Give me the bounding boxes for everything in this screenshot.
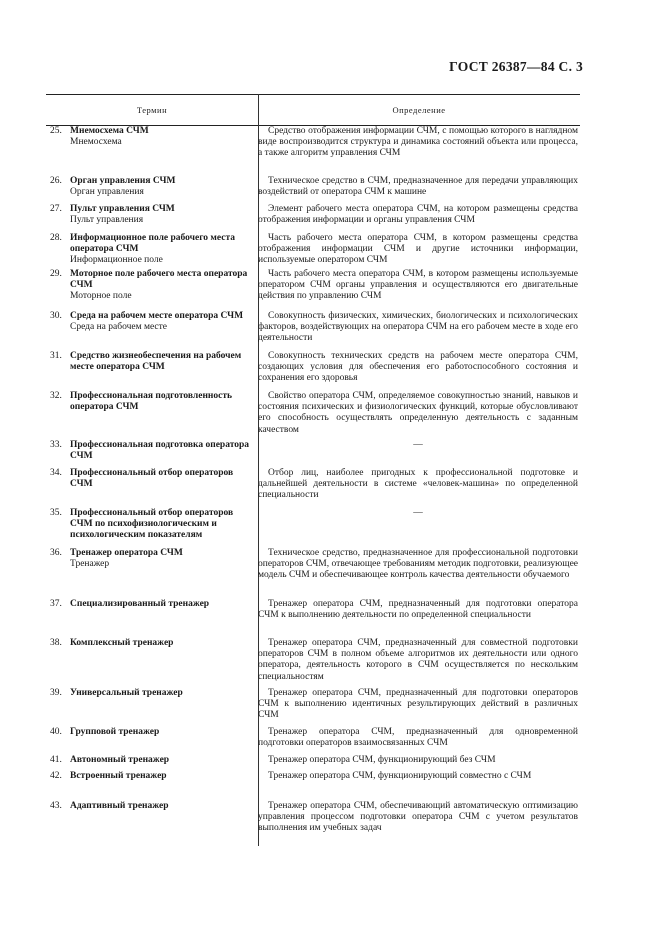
term-cell <box>70 688 252 699</box>
term-name: Адаптивный тренажер <box>70 801 169 811</box>
term-number: 30. <box>50 311 62 321</box>
term-number: 38. <box>50 638 62 648</box>
term-name: Профессиональный отбор операторов СЧМ <box>70 468 234 490</box>
term-short: Орган управления <box>70 187 144 198</box>
term-cell <box>70 508 252 542</box>
term-number: 40. <box>50 727 62 737</box>
term-cell <box>70 468 252 490</box>
term-short: Моторное поле <box>70 291 132 302</box>
term-name: Среда на рабочем месте оператора СЧМ <box>70 311 244 321</box>
term-short: Информационное поле <box>70 255 163 266</box>
term-name: Специализированный тренажер <box>70 599 210 609</box>
page-header-code: ГОСТ 26387—84 С. 3 <box>449 59 583 74</box>
term-short: Пульт управления <box>70 215 144 226</box>
term-name: Автономный тренажер <box>70 755 170 765</box>
term-number: 26. <box>50 176 62 186</box>
term-cell <box>70 638 252 649</box>
definition-cell: Часть рабочего места оператора СЧМ, в котором размещены используемые оператором СЧМ органы управления и осуществляются его двигательные действия по управлению СЧМ <box>258 269 578 302</box>
term-short: Мнемосхема <box>70 137 122 148</box>
column-header-term: Термин <box>136 105 168 115</box>
terms-table <box>46 94 580 834</box>
term-name: Профессиональная подготовленность оператора СЧМ <box>70 391 233 413</box>
term-cell <box>70 771 252 782</box>
definition-cell: Техническое средство в СЧМ, предназначенное для передачи управляющих воздействий от оператора СЧМ к машине <box>258 176 578 198</box>
term-cell <box>70 204 252 226</box>
term-cell <box>70 548 252 570</box>
term-cell <box>70 391 252 413</box>
term-name: Тренажер оператора СЧМ <box>70 548 183 558</box>
definition-cell: Совокупность физических, химических, биологических и психологических факторов, воздействующих на оператора СЧМ на его рабочем месте в ходе его деятельности <box>258 311 578 344</box>
definition-cell: Часть рабочего места оператора СЧМ, в котором размещены средства отображения информации СЧМ и другие источники информации, используемые оператором СЧМ <box>258 233 578 266</box>
term-cell <box>70 755 252 766</box>
term-cell <box>70 801 252 812</box>
term-name: Профессиональная подготовка оператора СЧМ <box>70 440 250 462</box>
term-name: Моторное поле рабочего места оператора СЧМ <box>70 269 248 291</box>
term-number: 35. <box>50 508 62 518</box>
term-number: 32. <box>50 391 62 401</box>
term-number: 43. <box>50 801 62 811</box>
term-cell <box>70 351 252 373</box>
definition-cell: Тренажер оператора СЧМ, функционирующий совместно с СЧМ <box>268 771 532 781</box>
definition-cell: Тренажер оператора СЧМ, обеспечивающий автоматическую оптимизацию управления процессом подготовки оператора СЧМ с учетом результатов выполнения им учебных задач <box>258 801 578 834</box>
term-name: Орган управления СЧМ <box>70 176 176 186</box>
term-name: Комплексный тренажер <box>70 638 174 648</box>
definition-cell: Отбор лиц, наиболее пригодных к профессиональной подготовке и дальнейшей деятельности в системе «человек-машина» по определенной специальности <box>258 468 578 501</box>
term-number: 33. <box>50 440 62 450</box>
term-name: Профессиональный отбор операторов СЧМ по психофизиологическим и психологическим показателям <box>70 508 234 541</box>
definition-cell: — <box>413 508 423 518</box>
definition-cell: Совокупность технических средств на рабочем месте оператора СЧМ, создающих условия для обеспечения его работоспособного состояния и сохранения его здоровья <box>258 351 578 384</box>
term-name: Средство жизнеобеспечения на рабочем месте оператора СЧМ <box>70 351 242 373</box>
term-name: Групповой тренажер <box>70 727 160 737</box>
term-name: Универсальный тренажер <box>70 688 183 698</box>
term-cell <box>70 599 252 610</box>
term-number: 27. <box>50 204 62 214</box>
term-short: Среда на рабочем месте <box>70 322 168 333</box>
term-cell <box>70 126 252 148</box>
term-cell <box>70 440 252 462</box>
term-name: Информационное поле рабочего места оператора СЧМ <box>70 233 235 255</box>
definition-cell: Техническое средство, предназначенное для профессиональной подготовки операторов СЧМ, отвечающее требованиям методик подготовки, реализующее модель СЧМ и обеспечивающее контроль качества деятельности обучаемого <box>258 548 578 581</box>
term-name: Мнемосхема СЧМ <box>70 126 149 136</box>
term-number: 41. <box>50 755 62 765</box>
term-number: 31. <box>50 351 62 361</box>
table-header <box>46 94 580 126</box>
term-cell <box>70 311 252 333</box>
term-cell <box>70 727 252 738</box>
definition-cell: Тренажер оператора СЧМ, предназначенный для одновременной подготовки операторов взаимосвязанных СЧМ <box>258 727 578 749</box>
term-number: 42. <box>50 771 62 781</box>
term-number: 36. <box>50 548 62 558</box>
definition-cell: Элемент рабочего места оператора СЧМ, на котором размещены средства отображения информации и органы управления СЧМ <box>258 204 578 226</box>
definition-cell: Тренажер оператора СЧМ, предназначенный для совместной подготовки операторов СЧМ в полном объеме алгоритмов их деятельности или одного оператора, деятельность которого в СЧМ осуществляется по нескольким специальностям <box>258 638 578 682</box>
term-number: 29. <box>50 269 62 279</box>
term-cell <box>70 269 252 303</box>
term-number: 37. <box>50 599 62 609</box>
definition-cell: Свойство оператора СЧМ, определяемое совокупностью знаний, навыков и состояния психических и физиологических функций, которые обусловливают его способность осуществлять определенную деятельность с заданным качеством <box>258 391 578 435</box>
term-number: 39. <box>50 688 62 698</box>
definition-cell: Средство отображения информации СЧМ, с помощью которого в наглядном виде воспроизводится структура и динамика состояний объекта или процесса, а также алгоритм управления СЧМ <box>258 126 578 159</box>
term-name: Пульт управления СЧМ <box>70 204 175 214</box>
term-number: 34. <box>50 468 62 478</box>
definition-cell: — <box>413 440 423 450</box>
definition-cell: Тренажер оператора СЧМ, функционирующий без СЧМ <box>268 755 496 765</box>
term-number: 28. <box>50 233 62 243</box>
column-header-definition: Определение <box>392 105 446 115</box>
term-short: Тренажер <box>70 559 110 570</box>
term-cell <box>70 176 252 198</box>
definition-cell: Тренажер оператора СЧМ, предназначенный для подготовки оператора СЧМ к выполнению деятельности по определенной специальности <box>258 599 578 621</box>
definition-cell: Тренажер оператора СЧМ, предназначенный для подготовки операторов СЧМ к выполнению идентичных результирующих действий в различных СЧМ <box>258 688 578 721</box>
term-name: Встроенный тренажер <box>70 771 167 781</box>
term-number: 25. <box>50 126 62 136</box>
term-cell <box>70 233 252 267</box>
